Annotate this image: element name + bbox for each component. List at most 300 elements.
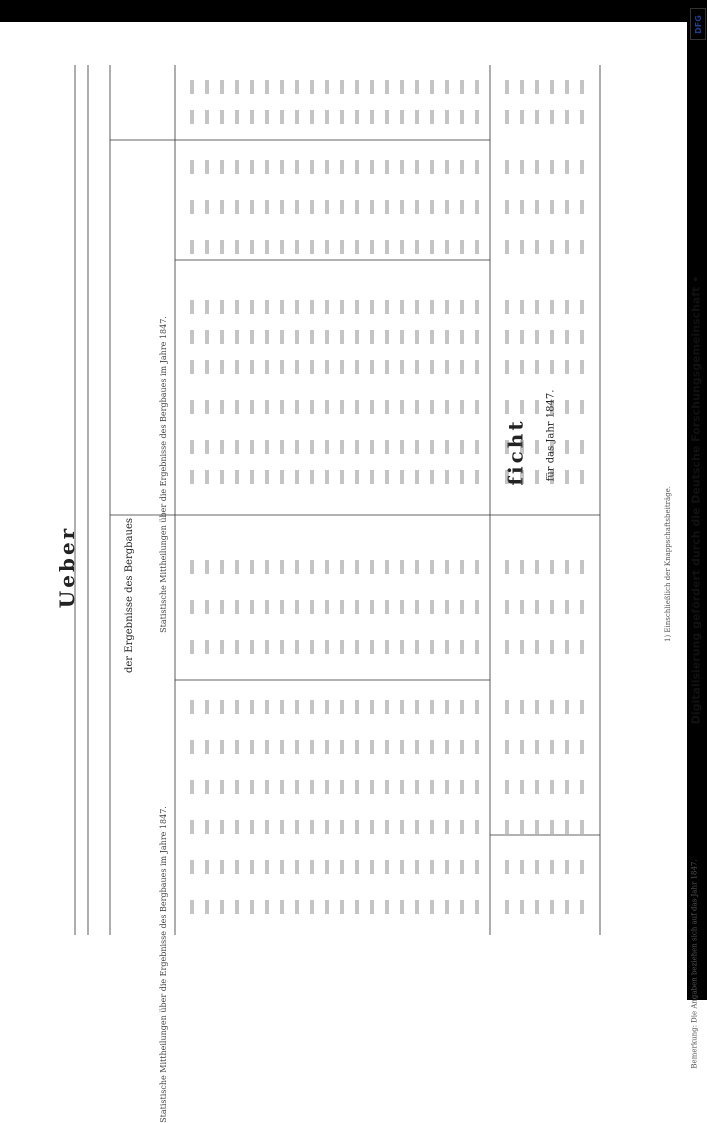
table-cell-mark [385, 600, 389, 614]
table-cell-mark [460, 360, 464, 374]
table-cell-mark [205, 400, 209, 414]
dfg-logo [690, 8, 706, 40]
table-cell-mark [460, 740, 464, 754]
table-cell-mark [430, 110, 434, 124]
table-cell-mark [190, 80, 194, 94]
table-cell-mark [220, 780, 224, 794]
table-cell-mark [535, 240, 539, 254]
table-cell-mark [580, 740, 584, 754]
table-cell-mark [580, 240, 584, 254]
table-cell-mark [280, 470, 284, 484]
table-cell-mark [235, 80, 239, 94]
table-cell-mark [520, 330, 524, 344]
table-cell-mark [535, 640, 539, 654]
table-cell-mark [310, 470, 314, 484]
table-cell-mark [475, 640, 479, 654]
table-cell-mark [355, 400, 359, 414]
table-cell-mark [475, 160, 479, 174]
table-cell-mark [355, 200, 359, 214]
table-cell-mark [190, 640, 194, 654]
table-cell-mark [550, 240, 554, 254]
table-cell-mark [265, 160, 269, 174]
table-cell-mark [205, 560, 209, 574]
table-cell-mark [340, 440, 344, 454]
table-cell-mark [565, 400, 569, 414]
table-cell-mark [190, 600, 194, 614]
table-cell-mark [295, 80, 299, 94]
table-cell-mark [340, 740, 344, 754]
table-cell-mark [370, 700, 374, 714]
table-cell-mark [505, 400, 509, 414]
table-cell-mark [325, 200, 329, 214]
table-cell-mark [205, 900, 209, 914]
table-cell-mark [385, 330, 389, 344]
running-header-left: Statistische Mittheilungen über die Ergebnisse des Bergbaues im Jahre 1847. [158, 806, 168, 1123]
table-cell-mark [280, 780, 284, 794]
table-cell-mark [295, 110, 299, 124]
table-cell-mark [535, 780, 539, 794]
table-cell-mark [520, 600, 524, 614]
table-cell-mark [415, 780, 419, 794]
table-cell-mark [430, 820, 434, 834]
table-cell-mark [355, 780, 359, 794]
table-cell-mark [445, 740, 449, 754]
table-cell-mark [430, 400, 434, 414]
table-cell-mark [355, 900, 359, 914]
table-cell-mark [325, 900, 329, 914]
table-cell-mark [265, 470, 269, 484]
table-cell-mark [580, 900, 584, 914]
table-cell-mark [580, 400, 584, 414]
table-cell-mark [520, 560, 524, 574]
table-cell-mark [550, 700, 554, 714]
table-cell-mark [370, 240, 374, 254]
table-cell-mark [580, 200, 584, 214]
table-cell-mark [265, 640, 269, 654]
table-cell-mark [535, 200, 539, 214]
table-cell-mark [280, 900, 284, 914]
table-cell-mark [520, 360, 524, 374]
table-cell-mark [430, 470, 434, 484]
table-cell-mark [250, 200, 254, 214]
table-cell-mark [310, 80, 314, 94]
table-cell-mark [295, 400, 299, 414]
table-cell-mark [280, 240, 284, 254]
table-cell-mark [550, 80, 554, 94]
table-cell-mark [190, 330, 194, 344]
table-cell-mark [295, 300, 299, 314]
table-cell-mark [265, 900, 269, 914]
table-cell-mark [310, 360, 314, 374]
table-cell-mark [385, 700, 389, 714]
table-cell-mark [205, 820, 209, 834]
table-cell-mark [340, 900, 344, 914]
table-cell-mark [340, 560, 344, 574]
table-cell-mark [340, 470, 344, 484]
table-cell-mark [355, 240, 359, 254]
table-cell-mark [565, 470, 569, 484]
table-cell-mark [505, 740, 509, 754]
table-cell-mark [445, 330, 449, 344]
table-cell-mark [325, 820, 329, 834]
table-cell-mark [190, 240, 194, 254]
table-cell-mark [415, 330, 419, 344]
table-cell-mark [505, 160, 509, 174]
table-cell-mark [415, 900, 419, 914]
table-cell-mark [415, 200, 419, 214]
table-cell-mark [280, 80, 284, 94]
table-cell-mark [400, 200, 404, 214]
table-cell-mark [325, 80, 329, 94]
table-cell-mark [520, 240, 524, 254]
page-subtitle-left: der Ergebnisse des Bergbaues [124, 517, 136, 674]
table-cell-mark [355, 80, 359, 94]
table-cell-mark [445, 780, 449, 794]
table-cell-mark [250, 440, 254, 454]
table-cell-mark [205, 600, 209, 614]
table-cell-mark [250, 160, 254, 174]
table-cell-mark [550, 640, 554, 654]
table-cell-mark [235, 560, 239, 574]
table-cell-mark [460, 80, 464, 94]
table-cell-mark [385, 360, 389, 374]
table-cell-mark [340, 240, 344, 254]
table-cell-mark [550, 200, 554, 214]
table-cell-mark [190, 200, 194, 214]
table-cell-mark [265, 360, 269, 374]
table-cell-mark [565, 820, 569, 834]
table-cell-mark [190, 820, 194, 834]
table-cell-mark [265, 780, 269, 794]
table-cell-mark [355, 160, 359, 174]
table-cell-mark [280, 110, 284, 124]
table-cell-mark [565, 700, 569, 714]
table-cell-mark [535, 860, 539, 874]
table-cell-mark [475, 200, 479, 214]
table-cell-mark [475, 360, 479, 374]
table-cell-mark [295, 560, 299, 574]
table-cell-mark [400, 900, 404, 914]
table-cell-mark [235, 300, 239, 314]
table-cell-mark [415, 700, 419, 714]
table-cell-mark [565, 110, 569, 124]
table-cell-mark [325, 600, 329, 614]
table-cell-mark [580, 860, 584, 874]
table-cell-mark [415, 400, 419, 414]
table-cell-mark [580, 80, 584, 94]
table-cell-mark [430, 160, 434, 174]
table-cell-mark [250, 640, 254, 654]
table-cell-mark [415, 80, 419, 94]
table-cell-mark [445, 400, 449, 414]
table-cell-mark [550, 560, 554, 574]
table-cell-mark [355, 360, 359, 374]
running-header-right: Statistische Mittheilungen über die Ergebnisse des Bergbaues im Jahre 1847. [158, 316, 168, 633]
table-cell-mark [550, 740, 554, 754]
table-cell-mark [190, 860, 194, 874]
table-cell-mark [250, 470, 254, 484]
table-cell-mark [205, 780, 209, 794]
table-cell-mark [400, 560, 404, 574]
table-cell-mark [550, 600, 554, 614]
table-cell-mark [505, 330, 509, 344]
table-cell-mark [220, 80, 224, 94]
table-cell-mark [505, 560, 509, 574]
table-cell-mark [310, 560, 314, 574]
table-cell-mark [205, 200, 209, 214]
table-cell-mark [280, 200, 284, 214]
table-cell-mark [535, 80, 539, 94]
table-cell-mark [415, 360, 419, 374]
table-cell-mark [550, 820, 554, 834]
table-cell-mark [385, 110, 389, 124]
table-cell-mark [340, 820, 344, 834]
table-cell-mark [400, 740, 404, 754]
table-cell-mark [385, 400, 389, 414]
table-cell-mark [250, 820, 254, 834]
table-cell-mark [505, 80, 509, 94]
table-cell-mark [280, 640, 284, 654]
table-cell-mark [520, 640, 524, 654]
table-cell-mark [220, 700, 224, 714]
table-cell-mark [475, 110, 479, 124]
table-cell-mark [565, 360, 569, 374]
table-cell-mark [310, 160, 314, 174]
table-cell-mark [505, 780, 509, 794]
table-cell-mark [295, 820, 299, 834]
table-cell-mark [205, 300, 209, 314]
table-cell-mark [565, 900, 569, 914]
table-cell-mark [445, 240, 449, 254]
table-cell-mark [220, 560, 224, 574]
table-cell-mark [370, 360, 374, 374]
table-cell-mark [415, 820, 419, 834]
table-cell-mark [460, 470, 464, 484]
table-cell-mark [295, 330, 299, 344]
table-cell-mark [400, 300, 404, 314]
table-cell-mark [415, 300, 419, 314]
table-cell-mark [475, 700, 479, 714]
table-cell-mark [505, 700, 509, 714]
table-cell-mark [535, 900, 539, 914]
table-cell-mark [310, 900, 314, 914]
table-cell-mark [430, 240, 434, 254]
table-cell-mark [475, 440, 479, 454]
table-cell-mark [385, 470, 389, 484]
table-cell-mark [220, 470, 224, 484]
table-cell-mark [580, 330, 584, 344]
table-cell-mark [400, 240, 404, 254]
table-cell-mark [580, 300, 584, 314]
table-cell-mark [580, 440, 584, 454]
table-cell-mark [325, 560, 329, 574]
table-cell-mark [205, 440, 209, 454]
table-cell-mark [385, 640, 389, 654]
table-cell-mark [580, 700, 584, 714]
table-cell-mark [520, 740, 524, 754]
table-cell-mark [220, 110, 224, 124]
table-cell-mark [550, 330, 554, 344]
funding-text: Digitalisierung gefördert durch die Deutsche Forschungsgemeinschaft • [689, 275, 703, 725]
table-cell-mark [385, 160, 389, 174]
table-cell-mark [355, 440, 359, 454]
table-cell-mark [205, 740, 209, 754]
table-cell-mark [520, 820, 524, 834]
table-cell-mark [205, 160, 209, 174]
table-cell-mark [235, 740, 239, 754]
table-cell-mark [310, 240, 314, 254]
table-cell-mark [220, 440, 224, 454]
table-cell-mark [190, 700, 194, 714]
table-cell-mark [250, 740, 254, 754]
page-title-left: Ueber [55, 525, 80, 609]
table-cell-mark [295, 360, 299, 374]
table-cell-mark [550, 300, 554, 314]
page-title-right: ficht [503, 418, 528, 486]
table-cell-mark [370, 330, 374, 344]
table-cell-mark [205, 860, 209, 874]
table-cell-mark [460, 330, 464, 344]
table-cell-mark [250, 780, 254, 794]
table-cell-mark [310, 820, 314, 834]
table-cell-mark [565, 440, 569, 454]
table-cell-mark [550, 860, 554, 874]
table-cell-mark [235, 860, 239, 874]
table-cell-mark [535, 300, 539, 314]
table-cell-mark [295, 780, 299, 794]
table-cell-mark [370, 900, 374, 914]
table-cell-mark [205, 240, 209, 254]
table-cell-mark [235, 600, 239, 614]
table-cell-mark [400, 440, 404, 454]
table-cell-mark [340, 600, 344, 614]
table-cell-mark [250, 300, 254, 314]
table-cell-mark [325, 300, 329, 314]
table-cell-mark [445, 440, 449, 454]
table-cell-mark [415, 640, 419, 654]
table-cell-mark [580, 780, 584, 794]
table-cell-mark [235, 640, 239, 654]
table-cell-mark [535, 560, 539, 574]
table-cell-mark [190, 470, 194, 484]
table-cell-mark [430, 200, 434, 214]
table-cell-mark [535, 330, 539, 344]
table-cell-mark [235, 110, 239, 124]
table-cell-mark [250, 80, 254, 94]
table-cell-mark [430, 740, 434, 754]
table-cell-mark [325, 160, 329, 174]
table-cell-mark [400, 820, 404, 834]
table-cell-mark [310, 200, 314, 214]
table-cell-mark [235, 330, 239, 344]
table-cell-mark [370, 80, 374, 94]
table-cell-mark [190, 560, 194, 574]
table-cell-mark [220, 900, 224, 914]
table-cell-mark [385, 200, 389, 214]
table-cell-mark [520, 860, 524, 874]
table-cell-mark [295, 470, 299, 484]
table-cell-mark [505, 300, 509, 314]
table-cell-mark [205, 640, 209, 654]
table-cell-mark [565, 240, 569, 254]
scan-top-edge [0, 0, 707, 22]
table-cell-mark [415, 860, 419, 874]
table-cell-mark [415, 110, 419, 124]
table-cell-mark [460, 860, 464, 874]
table-cell-mark [565, 560, 569, 574]
table-cell-mark [325, 360, 329, 374]
table-cell-mark [235, 200, 239, 214]
table-cell-mark [250, 860, 254, 874]
table-cell-mark [415, 560, 419, 574]
table-cell-mark [295, 640, 299, 654]
table-cell-mark [580, 600, 584, 614]
table-cell-mark [430, 300, 434, 314]
table-cell-mark [235, 780, 239, 794]
footnote: 1) Einschließlich der Knappschaftsbeiträge. [664, 485, 673, 643]
table-cell-mark [520, 400, 524, 414]
table-cell-mark [325, 400, 329, 414]
table-cell-mark [520, 200, 524, 214]
table-cell-mark [520, 110, 524, 124]
table-cell-mark [280, 440, 284, 454]
table-cell-mark [565, 600, 569, 614]
table-cell-mark [505, 820, 509, 834]
table-cell-mark [505, 600, 509, 614]
table-cell-mark [415, 600, 419, 614]
table-cell-mark [265, 400, 269, 414]
table-cell-mark [280, 560, 284, 574]
table-cell-mark [325, 860, 329, 874]
table-cell-mark [280, 360, 284, 374]
table-cell-mark [295, 600, 299, 614]
table-cell-mark [385, 560, 389, 574]
table-cell-mark [205, 700, 209, 714]
table-cell-mark [400, 330, 404, 344]
table-cell-mark [505, 110, 509, 124]
table-cell-mark [370, 110, 374, 124]
table-cell-mark [340, 400, 344, 414]
table-cells [190, 80, 584, 914]
table-cell-mark [385, 780, 389, 794]
table-cell-mark [460, 110, 464, 124]
table-cell-mark [190, 160, 194, 174]
table-cell-mark [190, 440, 194, 454]
table-cell-mark [250, 400, 254, 414]
table-cell-mark [220, 740, 224, 754]
table-cell-mark [580, 640, 584, 654]
table-cell-mark [550, 360, 554, 374]
table-cell-mark [460, 300, 464, 314]
table-cell-mark [340, 80, 344, 94]
table-cell-mark [235, 820, 239, 834]
table-cell-mark [475, 240, 479, 254]
table-cell-mark [220, 330, 224, 344]
table-cell-mark [445, 560, 449, 574]
table-cell-mark [445, 820, 449, 834]
footnote-2: Bemerkung: Die Angaben beziehen sich auf das Jahr 1847. [690, 859, 699, 1069]
table-cell-mark [505, 360, 509, 374]
table-cell-mark [205, 110, 209, 124]
table-cell-mark [220, 860, 224, 874]
table-cell-mark [220, 400, 224, 414]
table-cell-mark [415, 240, 419, 254]
table-cell-mark [355, 700, 359, 714]
table-cell-mark [520, 80, 524, 94]
table-cell-mark [460, 640, 464, 654]
table-cell-mark [250, 600, 254, 614]
table-cell-mark [445, 200, 449, 214]
